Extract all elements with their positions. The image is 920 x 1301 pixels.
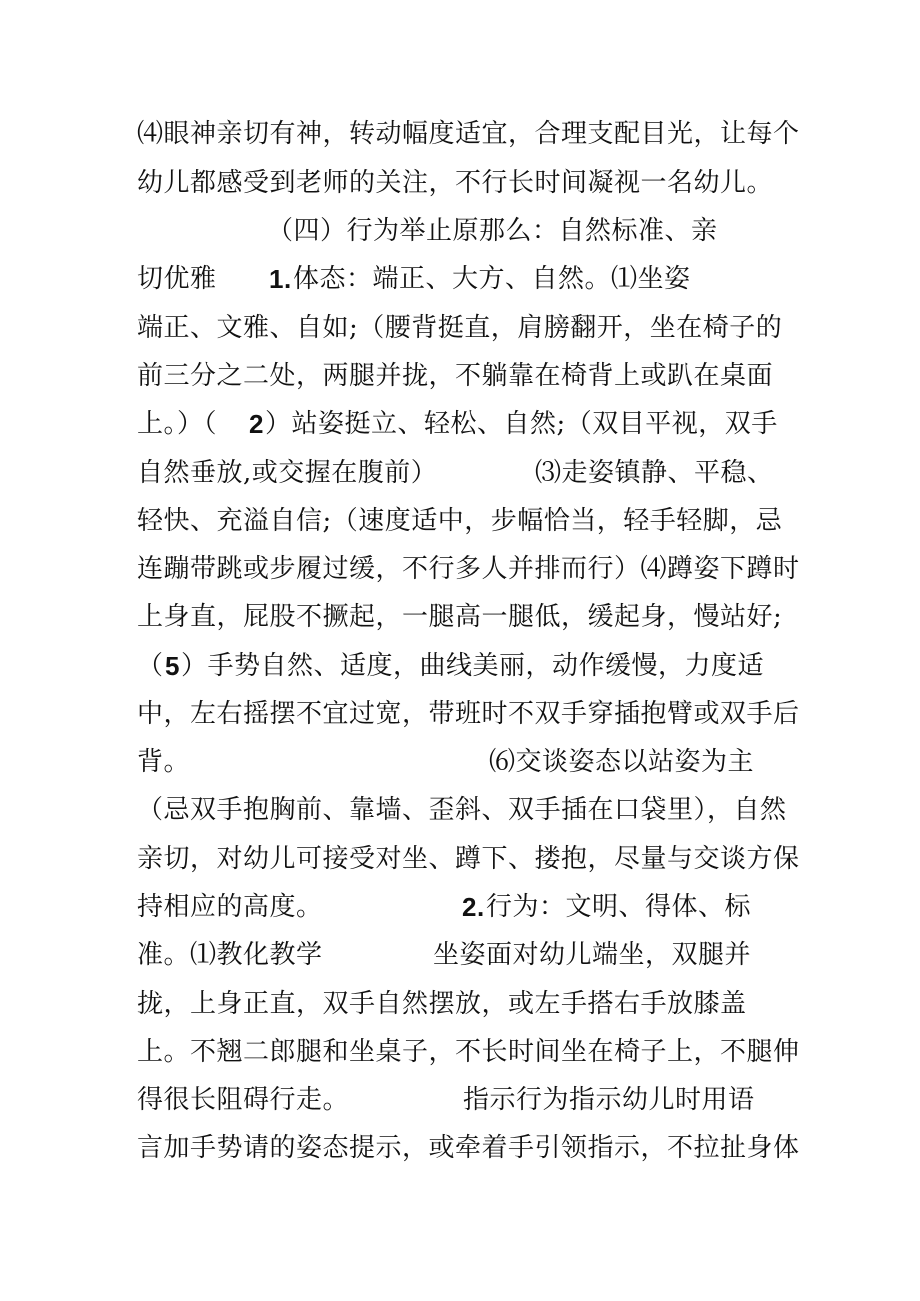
- text-segment: 自然垂放,或交握在腹前）: [137, 458, 438, 488]
- text-segment: 持相应的高度。: [137, 892, 323, 922]
- text-segment: 亲切，对幼儿可接受对坐、蹲下、搂抱，尽量与交谈方保: [137, 844, 800, 874]
- list-number: 2: [249, 409, 264, 439]
- list-number: 1.: [269, 264, 292, 294]
- text-segment: 坐姿面对幼儿端坐，双腿并: [433, 940, 752, 970]
- text-segment: ）手势自然、适度，曲线美丽，动作缓慢，力度适: [181, 651, 765, 681]
- list-number: 2.: [462, 892, 485, 922]
- text-segment: 行为：文明、得体、标: [486, 892, 752, 922]
- text-segment: 幼儿都感受到老师的关注，不行长时间凝视一名幼儿。: [137, 168, 774, 198]
- text-segment: （忌双手抱胸前、靠墙、歪斜、双手插在口袋里），自然: [137, 795, 787, 825]
- text-segment: 切优雅: [137, 264, 217, 294]
- section-heading: （四）行为举止原那么：自然标准、亲: [267, 216, 718, 246]
- text-segment: 上。）（: [137, 409, 218, 439]
- text-segment: 得很长阻碍行走。: [137, 1085, 350, 1115]
- text-segment: ⑹交谈姿态以站姿为主: [489, 747, 755, 777]
- text-segment: ⑷眼神亲切有神，转动幅度适宜，合理支配目光，让每个: [137, 119, 800, 149]
- text-segment: ）站姿挺立、轻松、自然;（双目平视，双手: [265, 409, 778, 439]
- text-segment: 言加手势请的姿态提示，或牵着手引领指示，不拉扯身体: [137, 1133, 800, 1163]
- text-segment: 连蹦带跳或步履过缓，不行多人并排而行）⑷蹲姿下蹲时: [137, 554, 800, 584]
- text-segment: 上身直，屁股不撅起，一腿高一腿低，缓起身，慢站好;: [137, 602, 783, 632]
- text-segment: 体态：端正、大方、自然。⑴坐姿: [293, 264, 691, 294]
- text-segment: ⑶走姿镇静、平稳、: [535, 458, 774, 488]
- text-segment: 端正、文雅、自如;（腰背挺直，肩膀翻开，坐在椅子的: [137, 313, 783, 343]
- text-segment: 上。不翘二郎腿和坐桌子，不长时间坐在椅子上，不腿伸: [137, 1037, 800, 1067]
- text-segment: 拢，上身正直，双手自然摆放，或左手搭右手放膝盖: [137, 989, 747, 1019]
- text-segment: 准。⑴教化教学: [137, 940, 323, 970]
- text-segment: 前三分之二处，两腿并拢，不躺靠在椅背上或趴在桌面: [137, 361, 774, 391]
- text-segment: （: [137, 651, 164, 681]
- list-number: 5: [165, 651, 180, 681]
- text-segment: 轻快、充溢自信;（速度适中，步幅恰当，轻手轻脚，忌: [137, 506, 783, 536]
- text-segment: 背。: [137, 747, 191, 777]
- text-segment: 中，左右摇摆不宜过宽，带班时不双手穿插抱臂或双手后: [137, 699, 800, 729]
- text-segment: 指示行为指示幼儿时用语: [463, 1085, 755, 1115]
